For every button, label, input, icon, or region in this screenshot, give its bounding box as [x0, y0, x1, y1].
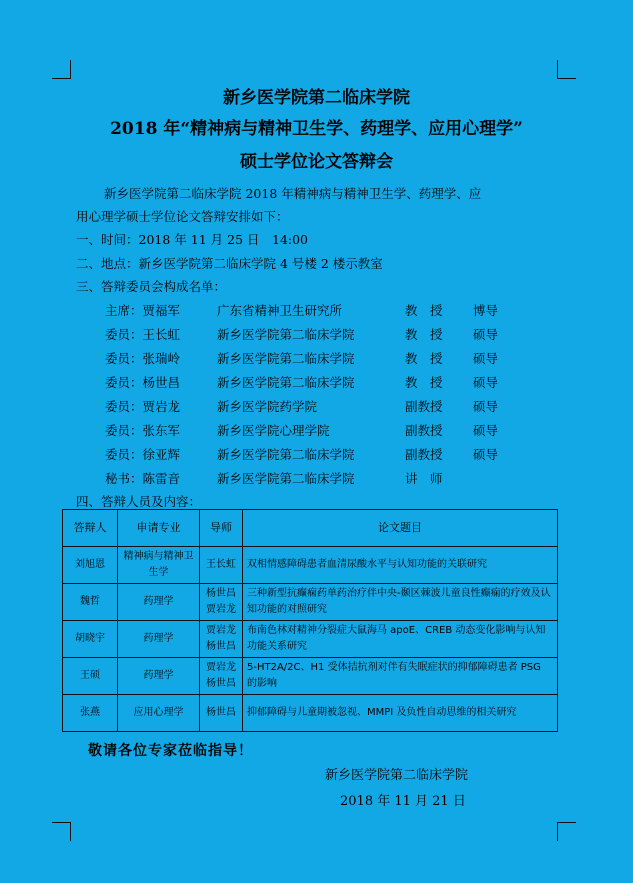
member-org: 新乡医学院第二临床学院: [217, 447, 355, 462]
crop-mark-top-left: [52, 60, 71, 79]
member-title: 教 授: [405, 351, 443, 366]
member-role-name: 委员：贾岩龙: [105, 399, 181, 414]
defense-heading: 四、答辩人员及内容：: [76, 494, 202, 509]
committee-heading: 三、答辩委员会构成名单：: [76, 279, 227, 294]
intro-line-2: 用心理学硕士学位论文答辩安排如下：: [76, 209, 289, 224]
cell-advisor: 杨世昌: [200, 695, 243, 732]
header-defender: 答辩人: [63, 510, 118, 547]
defense-table: [62, 509, 558, 732]
title-line-2: 2018 年“精神病与精神卫生学、药理学、应用心理学”: [110, 119, 523, 139]
member-role-name: 主席：贾福军: [105, 303, 181, 318]
member-degree: 硕导: [473, 375, 499, 390]
member-degree: 硕导: [473, 423, 499, 438]
cell-topic: 抑郁障碍与儿童期被忽视、MMPI 及负性自动思维的相关研究: [243, 695, 558, 732]
member-org: 新乡医学院第二临床学院: [217, 327, 355, 342]
cell-major: 药理学: [118, 621, 200, 658]
table-row: [63, 658, 558, 695]
signature-date: 2018 年 11 月 21 日: [340, 794, 466, 809]
cell-advisor: 贾岩龙 杨世昌: [200, 658, 243, 695]
member-degree: 硕导: [473, 399, 499, 414]
title-line-3: 硕士学位论文答辩会: [240, 152, 393, 172]
cell-name: 王硕: [63, 658, 118, 695]
header-advisor: 导师: [200, 510, 243, 547]
member-role-name: 秘书：陈雷音: [105, 471, 181, 486]
cell-major: 药理学: [118, 658, 200, 695]
member-role-name: 委员：王长虹: [105, 327, 181, 342]
time-line: 一、时间：2018 年 11 月 25 日 14:00: [76, 232, 309, 247]
member-role-name: 委员：张东军: [105, 423, 181, 438]
crop-mark-top-right: [557, 60, 576, 79]
cell-major: 药理学: [118, 584, 200, 621]
member-title: 副教授: [405, 399, 443, 414]
intro-paragraph: [76, 182, 576, 228]
table-row: [63, 695, 558, 732]
table-row: [63, 547, 558, 584]
intro-line-1: 新乡医学院第二临床学院 2018 年精神病与精神卫生学、药理学、应: [104, 186, 482, 201]
cell-major: 应用心理学: [118, 695, 200, 732]
crop-mark-bottom-right: [557, 822, 576, 841]
member-title: 教 授: [405, 327, 443, 342]
member-degree: 博导: [473, 303, 499, 318]
cell-name: 刘旭恩: [63, 547, 118, 584]
cell-topic: 三种新型抗癫痫药单药治疗伴中央-颞区棘波儿童良性癫痫的疗效及认知功能的对照研究: [243, 584, 558, 621]
cell-name: 胡晓宇: [63, 621, 118, 658]
closing-invitation: 敬请各位专家莅临指导！: [88, 743, 253, 759]
member-org: 新乡医学院第二临床学院: [217, 351, 355, 366]
member-role-name: 委员：张瑞岭: [105, 351, 181, 366]
header-topic: 论文题目: [243, 510, 558, 547]
cell-topic: 5-HT2A/2C、H1 受体拮抗剂对伴有失眠症状的抑郁障碍患者 PSG 的影响: [243, 658, 558, 695]
table-header-row: [63, 510, 558, 547]
member-role-name: 委员：杨世昌: [105, 375, 181, 390]
table-row: [63, 621, 558, 658]
member-title: 讲 师: [405, 471, 443, 486]
member-org: 新乡医学院第二临床学院: [217, 375, 355, 390]
member-title: 教 授: [405, 303, 443, 318]
member-title: 副教授: [405, 423, 443, 438]
cell-advisor: 杨世昌 贾岩龙: [200, 584, 243, 621]
cell-topic: 布南色林对精神分裂症大鼠海马 apoE、CREB 动态变化影响与认知功能关系研究: [243, 621, 558, 658]
member-org: 新乡医学院药学院: [217, 399, 318, 414]
member-role-name: 委员：徐亚辉: [105, 447, 181, 462]
cell-advisor: 贾岩龙 杨世昌: [200, 621, 243, 658]
member-org: 新乡医学院心理学院: [217, 423, 330, 438]
member-degree: 硕导: [473, 447, 499, 462]
cell-topic: 双相情感障碍患者血清尿酸水平与认知功能的关联研究: [243, 547, 558, 584]
title-line-1: 新乡医学院第二临床学院: [223, 88, 410, 108]
crop-mark-bottom-left: [52, 822, 71, 841]
cell-name: 魏哲: [63, 584, 118, 621]
member-title: 教 授: [405, 375, 443, 390]
signature-org: 新乡医学院第二临床学院: [325, 768, 469, 783]
cell-name: 张燕: [63, 695, 118, 732]
cell-major: 精神病与精神卫生学: [118, 547, 200, 584]
member-degree: 硕导: [473, 327, 499, 342]
member-title: 副教授: [405, 447, 443, 462]
header-major: 申请专业: [118, 510, 200, 547]
member-degree: 硕导: [473, 351, 499, 366]
table-row: [63, 584, 558, 621]
member-org: 新乡医学院第二临床学院: [217, 471, 355, 486]
cell-advisor: 王长虹: [200, 547, 243, 584]
place-line: 二、地点：新乡医学院第二临床学院 4 号楼 2 楼示教室: [76, 256, 383, 271]
member-org: 广东省精神卫生研究所: [217, 303, 343, 318]
